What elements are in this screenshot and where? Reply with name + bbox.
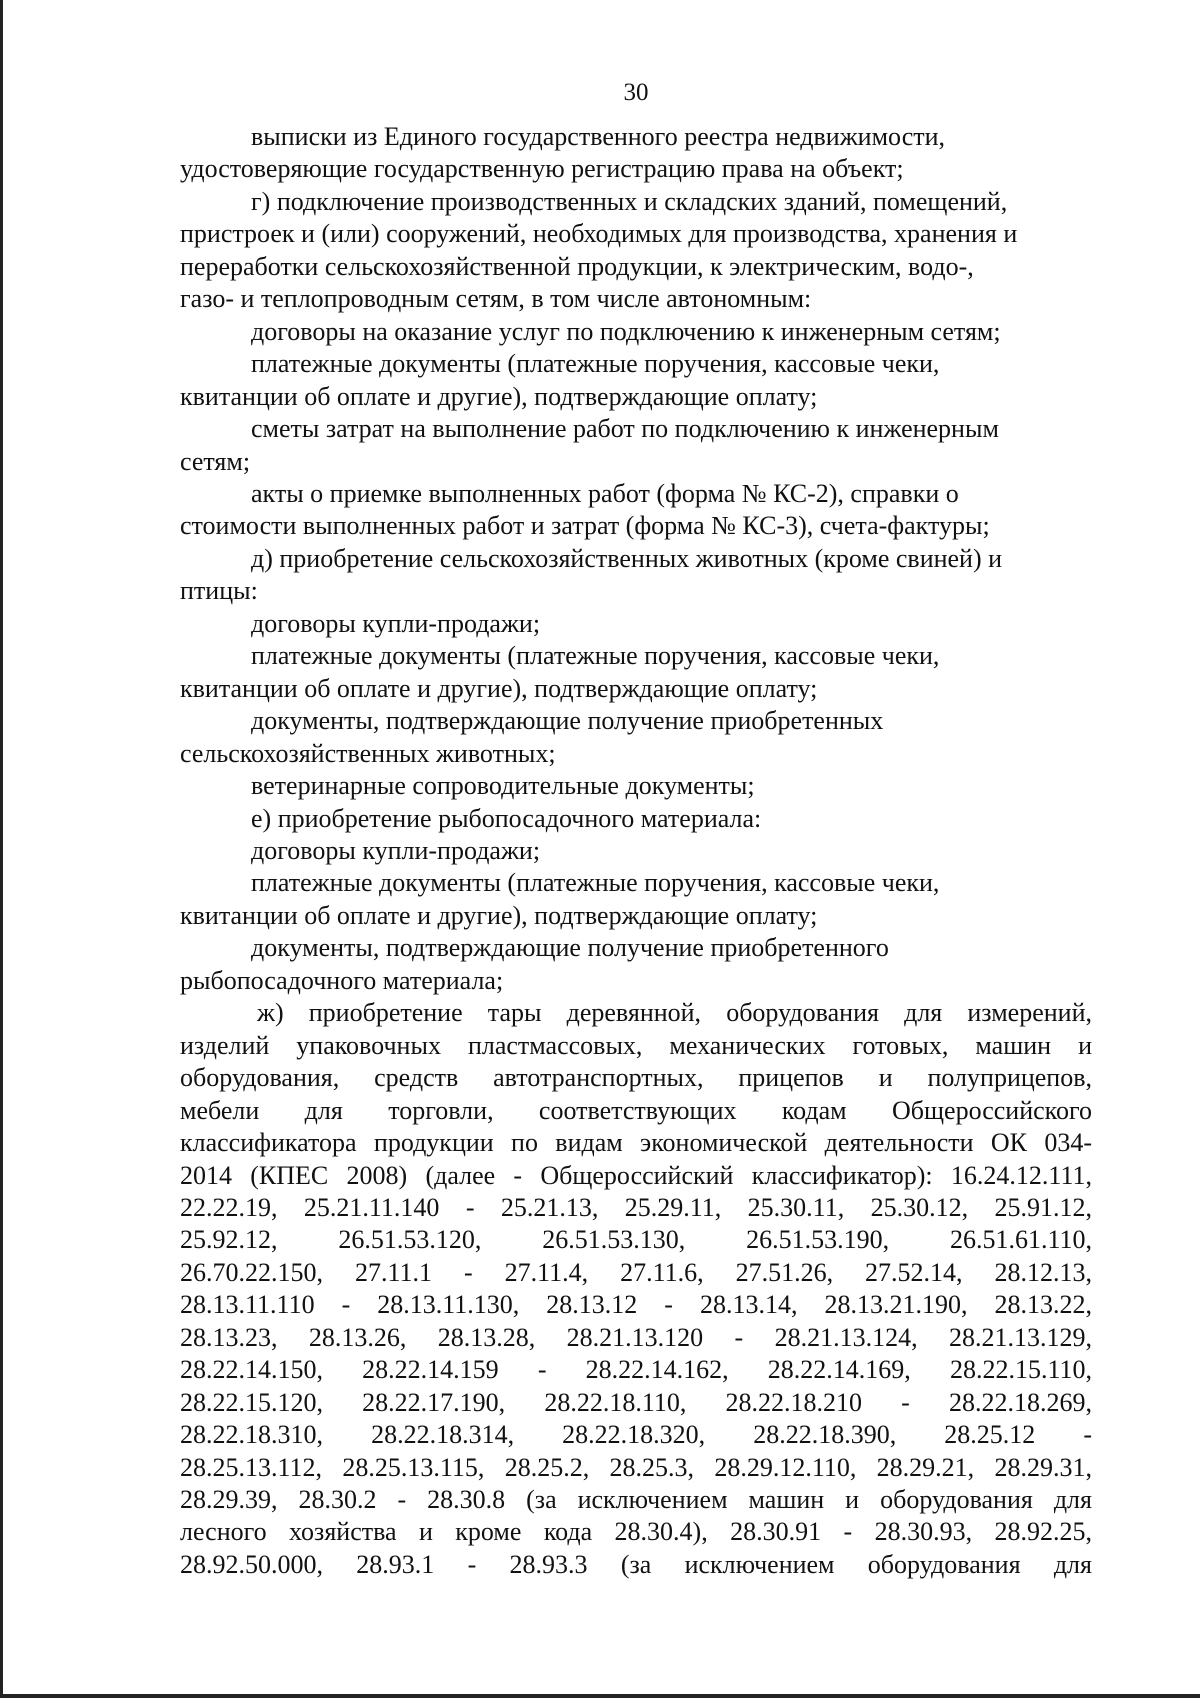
paragraph-egrn-extracts: выписки из Единого государственного реестра недвижимости, удостоверяющие государственную регистрацию права на объект; (180, 122, 946, 184)
paragraph-item-g: г) подключение производственных и складских зданий, помещений, пристроек и (или) сооружений, необходимых для производства, хранения и переработки сельскохозяйственной продукции, к электрическим, водо-, газо- и теплопроводным сетям, в том числе автономным: (180, 186, 1018, 314)
paragraph-item-d: д) приобретение сельскохозяйственных животных (кроме свиней) и птицы: (180, 543, 1003, 606)
paragraph-service-contracts: договоры на оказание услуг по подключению к инженерным сетям; (251, 316, 1001, 346)
scan-edge-bottom (0, 1694, 1200, 1698)
page-number: 30 (623, 79, 649, 106)
scan-edge-left (0, 0, 3, 1698)
document-body (180, 121, 1092, 1581)
paragraph-sale-contracts: договоры купли-продажи; (251, 835, 541, 865)
paragraph-payment-documents: платежные документы (платежные поручения, кассовые чеки, квитанции об оплате и другие), подтверждающие оплату; (180, 349, 940, 411)
paragraph-acceptance-acts: акты о приемке выполненных работ (форма № КС-2), справки о стоимости выполненных работ и затрат (форма № КС-3), счета-фактуры; (180, 478, 990, 541)
paragraph-payment-documents: платежные документы (платежные поручения, кассовые чеки, квитанции об оплате и другие), подтверждающие оплату; (180, 641, 940, 703)
paragraph-payment-documents: платежные документы (платежные поручения, кассовые чеки, квитанции об оплате и другие), подтверждающие оплату; (180, 868, 940, 930)
paragraph-receipt-documents: документы, подтверждающие получение приобретенного рыбопосадочного материала; (180, 933, 889, 995)
paragraph-veterinary-documents: ветеринарные сопроводительные документы; (251, 771, 755, 801)
paragraph-item-zh: ж) приобретение тары деревянной, оборудования для измерений, изделий упаковочных пластмассовых, механических готовых, машин и оборудования, средств автотранспортных, прицепов и полуприцепов, мебели для торговли, соответствующих кодам Общероссийского классификатора продукции по видам экономической деятельности ОК 034- 2014 (КПЕС 2008) (далее - Общероссийский классификатор): 16.24.12.111, 22.22.19, 25.21.11.140 - 25.21.13, 25.29.11, 25.30.11, 25.30.12, 25.91.12, 25.92.12, 26.51.53.120, 26.51.53.130, 26.51.53.190, 26.51.61.110, 26.70.22.150, 27.11.1 - 27.11.4, 27.11.6, 27.51.26, 27.52.14, 28.12.13, 28.13.11.110 - 28.13.11.130, 28.13.12 - 28.13.14, 28.13.21.190, 28.13.22, 28.13.23, 28.13.26, 28.13.28, 28.21.13.120 - 28.21.13.124, 28.21.13.129, 28.22.14.150, 28.22.14.159 - 28.22.14.162, 28.22.14.169, 28.22.15.110, 28.22.15.120, 28.22.17.190, 28.22.18.110, 28.22.18.210 - 28.22.18.269, 28.22.18.310, 28.22.18.314, 28.22.18.320, 28.22.18.390, 28.25.12 - 28.25.13.112, 28.25.13.115, 28.25.2, 28.25.3, 28.29.12.110, 28.29.21, 28.29.31, 28.29.39, 28.30.2 - 28.30.8 (за исключением машин и оборудования для лесного хозяйства и кроме кода 28.30.4), 28.30.91 - 28.30.93, 28.92.25, 28.92.50.000, 28.93.1 - 28.93.3 (за исключением оборудования для (180, 998, 1092, 1579)
paragraph-receipt-documents: документы, подтверждающие получение приобретенных сельскохозяйственных животных; (180, 706, 884, 768)
paragraph-cost-estimates: сметы затрат на выполнение работ по подключению к инженерным сетям; (180, 414, 999, 476)
paragraph-item-e: е) приобретение рыбопосадочного материала: (251, 803, 762, 833)
paragraph-sale-contracts: договоры купли-продажи; (251, 608, 541, 638)
